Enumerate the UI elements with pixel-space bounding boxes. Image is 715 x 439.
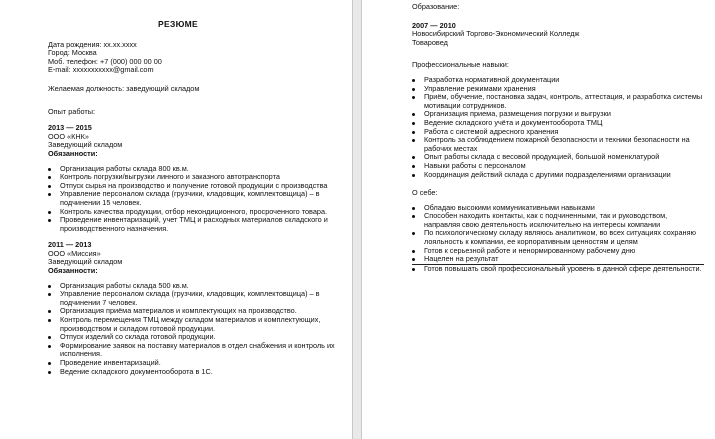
duty-item: Отпуск сырья на производство и получение готовой продукции с производства [48, 182, 338, 191]
birth-date: Дата рождения: xx.xx.xxxx [48, 39, 137, 49]
duty-item: Формирование заявок на поставку материалов в отдел снабжения и контроль их исполнения. [48, 342, 338, 359]
right-page-content [412, 3, 704, 273]
about-item: По психологическому складу являюсь аналитиком, во всех ситуациях сохраняю лояльность к компании, ее корпоративным ценностям и целям [412, 229, 704, 246]
skills-heading: Профессиональные навыки: [412, 60, 509, 70]
skill-item: Опыт работы склада с весовой продукцией, большой номенклатурой [412, 153, 704, 162]
about-item: Готов к серьезной работе и ненормированному рабочему дню [412, 247, 704, 256]
skill-item: Приём, обучение, постановка задач, контроль, аттестация, и разработка системы мотивации сотрудников. [412, 93, 704, 110]
resume-title: РЕЗЮМЕ [158, 19, 198, 29]
skill-item: Навыки работы с персоналом [412, 162, 704, 171]
duty-item: Проведение инвентаризаций. [48, 359, 338, 368]
resume-page-right [362, 0, 715, 439]
skill-item: Ведение складского учёта и документооборота ТМЦ [412, 119, 704, 128]
skill-item: Организация приема, размещения погрузки и выгрузки [412, 110, 704, 119]
duties-list [48, 165, 338, 234]
education-heading: Образование: [412, 2, 460, 11]
left-page-content [48, 20, 338, 376]
email: E-mail: xxxxxxxxxxx@gmail.com [48, 65, 154, 75]
duties-label: Обязанности: [48, 266, 98, 276]
job-entry [48, 241, 338, 376]
about-list [412, 204, 704, 274]
page-divider [352, 0, 362, 439]
duty-item: Управление персоналом склада (грузчики, кладовщик, комплектовщица) – в подчинении 7 человек. [48, 290, 338, 307]
duties-label: Обязанности: [48, 148, 98, 158]
experience-heading: Опыт работы: [48, 106, 96, 116]
duty-item: Ведение складского документооборота в 1С. [48, 368, 338, 377]
skill-item: Координация действий склада с другими подразделениями организации [412, 171, 704, 180]
job-company: ООО «КНК» [48, 131, 89, 141]
job-period: 2011 — 2013 [48, 240, 92, 250]
about-heading: О себе: [412, 188, 438, 198]
job-entry [48, 124, 338, 233]
about-item: Способен находить контакты, как с подчиненными, так и руководством, направляя свою деятельность исключительно на интересы компании [412, 212, 704, 229]
about-item: Обладаю высокими коммуникативными навыками [412, 204, 704, 213]
duty-item: Контроль погрузки/выгрузки линного и заказного автотранспорта [48, 173, 338, 182]
job-period: 2013 — 2015 [48, 123, 92, 133]
about-item: Готов повышать свой профессиональный уровень в данной сфере деятельности. [412, 265, 704, 274]
duty-item: Управление персоналом склада (грузчики, кладовщик, комплектовщица) – в подчинении 15 человек. [48, 190, 338, 207]
city: Город: Москва [48, 48, 97, 58]
duty-item: Организация приёма материалов и комплектующих на производство. [48, 307, 338, 316]
skill-item: Контроль за соблюдением пожарной безопасности и техники безопасности на рабочих местах [412, 136, 704, 153]
duty-item: Организация работы склада 500 кв.м. [48, 282, 338, 291]
desired-position: Желаемая должность: заведующий складом [48, 83, 200, 93]
job-position: Заведующий складом [48, 140, 123, 150]
mobile-phone: Моб. телефон: +7 (000) 000 00 00 [48, 56, 162, 66]
duties-list [48, 282, 338, 377]
duty-item: Организация работы склада 800 кв.м. [48, 165, 338, 174]
education-period: 2007 — 2010 [412, 20, 456, 30]
duty-item: Контроль перемещения ТМЦ между складом материалов и комплектующих, производством и складом готовой продукции. [48, 316, 338, 333]
education-specialty: Товаровед [412, 37, 448, 47]
skill-item: Работа с системой адресного хранения [412, 128, 704, 137]
personal-info [48, 41, 338, 75]
skills-list [412, 76, 704, 179]
resume-page-left [0, 0, 352, 439]
education-entry [412, 22, 704, 48]
skill-item: Разработка нормативной документации [412, 76, 704, 85]
education-institution: Новосибирский Торгово-Экономический Колледж [412, 29, 580, 39]
about-item: Нацелен на результат [412, 255, 704, 265]
skill-item: Управление режимами хранения [412, 85, 704, 94]
job-company: ООО «Миссия» [48, 248, 101, 258]
job-position: Заведующий складом [48, 257, 123, 267]
duty-item: Контроль качества продукции, отбор некондиционного, просроченного товара. [48, 208, 338, 217]
duty-item: Отпуск изделий со склада готовой продукции. [48, 333, 338, 342]
duty-item: Проведение инвентаризаций, учет ТМЦ и расходных материалов складского и производственного назначения. [48, 216, 338, 233]
